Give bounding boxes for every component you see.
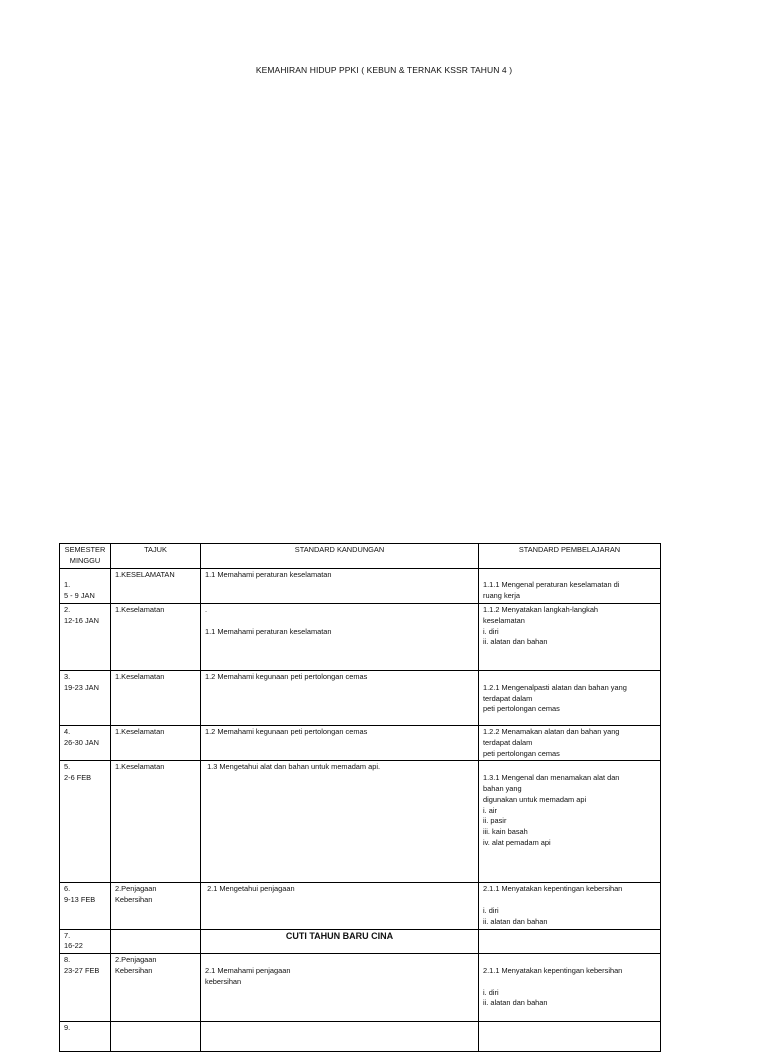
kandungan-cell: 1.2 Memahami kegunaan peti pertolongan cemas xyxy=(201,725,479,760)
holiday-label: CUTI TAHUN BARU CINA xyxy=(201,929,479,954)
table-header-row xyxy=(60,544,661,569)
header-semester-minggu: SEMESTER MINGGU xyxy=(60,544,111,569)
pembelajaran-cell xyxy=(479,1022,661,1052)
table-row xyxy=(60,1022,661,1052)
kandungan-cell: 1.2 Memahami kegunaan peti pertolongan cemas xyxy=(201,670,479,725)
pembelajaran-cell: 2.1.1 Menyatakan kepentingan kebersihan i. diri ii. alatan dan bahan xyxy=(479,883,661,929)
kandungan-cell: 1.1 Memahami peraturan keselamatan xyxy=(201,568,479,603)
week-cell: 2. 12-16 JAN xyxy=(60,603,111,670)
header-standard-kandungan: STANDARD KANDUNGAN xyxy=(201,544,479,569)
table-row xyxy=(60,761,661,883)
pembelajaran-cell: 2.1.1 Menyatakan kepentingan kebersihan i. diri ii. alatan dan bahan xyxy=(479,954,661,1022)
week-cell: 1. 5 - 9 JAN xyxy=(60,568,111,603)
table-row xyxy=(60,603,661,670)
week-cell: 4. 26-30 JAN xyxy=(60,725,111,760)
kandungan-cell: 2.1 Mengetahui penjagaan xyxy=(201,883,479,929)
pembelajaran-cell: 1.3.1 Mengenal dan menamakan alat dan bahan yang digunakan untuk memadam api i. air ii. pasir iii. kain basah iv. alat pemadam api xyxy=(479,761,661,883)
tajuk-cell xyxy=(111,1022,201,1052)
table-row xyxy=(60,725,661,760)
week-cell: 7. 16-22 xyxy=(60,929,111,954)
pembelajaran-cell xyxy=(479,929,661,954)
tajuk-cell: 1.Keselamatan xyxy=(111,603,201,670)
table-row xyxy=(60,954,661,1022)
kandungan-cell: 1.3 Mengetahui alat dan bahan untuk memadam api. xyxy=(201,761,479,883)
kandungan-cell: . 1.1 Memahami peraturan keselamatan xyxy=(201,603,479,670)
tajuk-cell: 2.Penjagaan Kebersihan xyxy=(111,883,201,929)
tajuk-cell: 1.KESELAMATAN xyxy=(111,568,201,603)
header-standard-pembelajaran: STANDARD PEMBELAJARAN xyxy=(479,544,661,569)
tajuk-cell: 1.Keselamatan xyxy=(111,670,201,725)
holiday-row xyxy=(60,929,661,954)
tajuk-cell xyxy=(111,929,201,954)
kandungan-cell xyxy=(201,1022,479,1052)
table-row xyxy=(60,568,661,603)
pembelajaran-cell: 1.1.2 Menyatakan langkah-langkah keselamatan i. diri ii. alatan dan bahan xyxy=(479,603,661,670)
week-cell: 3. 19-23 JAN xyxy=(60,670,111,725)
tajuk-cell: 1.Keselamatan xyxy=(111,761,201,883)
tajuk-cell: 2.Penjagaan Kebersihan xyxy=(111,954,201,1022)
week-cell: 8. 23-27 FEB xyxy=(60,954,111,1022)
pembelajaran-cell: 1.2.1 Mengenalpasti alatan dan bahan yang terdapat dalam peti pertolongan cemas xyxy=(479,670,661,725)
tajuk-cell: 1.Keselamatan xyxy=(111,725,201,760)
pembelajaran-cell: 1.2.2 Menamakan alatan dan bahan yang terdapat dalam peti pertolongan cemas xyxy=(479,725,661,760)
table-row xyxy=(60,883,661,929)
document-title: KEMAHIRAN HIDUP PPKI ( KEBUN & TERNAK KSSR TAHUN 4 ) xyxy=(255,65,513,75)
pembelajaran-cell: 1.1.1 Mengenal peraturan keselamatan di ruang kerja xyxy=(479,568,661,603)
week-cell: 5. 2-6 FEB xyxy=(60,761,111,883)
kandungan-cell: 2.1 Memahami penjagaan kebersihan xyxy=(201,954,479,1022)
scheme-of-work-table xyxy=(59,543,661,1052)
table-row xyxy=(60,670,661,725)
week-cell: 9. xyxy=(60,1022,111,1052)
header-tajuk: TAJUK xyxy=(111,544,201,569)
week-cell: 6. 9-13 FEB xyxy=(60,883,111,929)
